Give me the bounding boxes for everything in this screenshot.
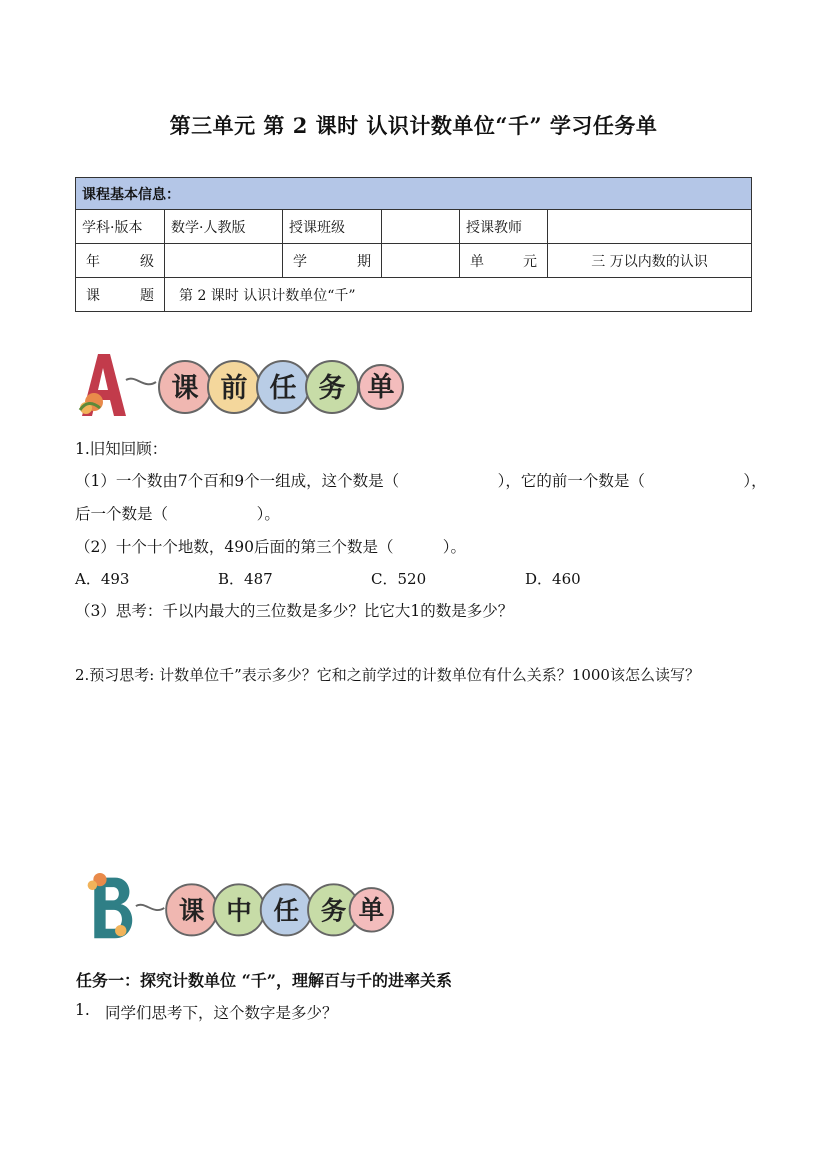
banner-b-char-3: 任 bbox=[273, 896, 300, 927]
question-1-line-1: （1）一个数由7个百和9个一组成，这个数是（ ），它的前一个数是（ ）， bbox=[75, 472, 767, 490]
connector-line bbox=[126, 379, 156, 385]
banner-b-char-4: 务 bbox=[320, 896, 347, 927]
page-title: 第三单元 第 2 课时 认识计数单位“千” 学习任务单 bbox=[169, 113, 658, 138]
banner-a-char-4: 务 bbox=[318, 373, 346, 404]
question-1-line-2: 后一个数是（ ）。 bbox=[75, 505, 280, 523]
pre-class-task-banner bbox=[74, 350, 404, 420]
choice-a[interactable]: A．493 bbox=[75, 570, 130, 588]
unit-value: 三 万以内数的认识 bbox=[548, 244, 752, 278]
in-class-task-banner bbox=[74, 872, 404, 942]
banner-a-char-2: 前 bbox=[220, 373, 248, 404]
choice-d[interactable]: D．460 bbox=[525, 570, 581, 588]
unit-label: 单 元 bbox=[460, 244, 548, 278]
banner-a-char-3: 任 bbox=[269, 373, 297, 404]
banner-b-char-2: 中 bbox=[226, 896, 252, 927]
course-info-header: 课程基本信息： bbox=[76, 178, 752, 210]
banner-b-char-5: 单 bbox=[358, 895, 385, 926]
question-3: （3）思考：千以内最大的三位数是多少？比它大1的数是多少？ bbox=[75, 602, 514, 620]
letter-a-icon bbox=[80, 354, 126, 416]
letter-b-icon bbox=[88, 873, 133, 938]
term-label: 学 期 bbox=[283, 244, 382, 278]
question-2: （2）十个十个地数，490后面的第三个数是（ ）。 bbox=[75, 538, 466, 556]
banner-a-char-1: 课 bbox=[171, 373, 199, 404]
task-1-heading: 任务一：探究计数单位 “千”，理解百与千的进率关系 bbox=[76, 971, 452, 990]
subject-value: 数学·人教版 bbox=[165, 210, 283, 244]
grade-label: 年 级 bbox=[76, 244, 165, 278]
topic-label: 课 题 bbox=[76, 278, 165, 312]
topic-value: 第 2 课时 认识计数单位“千” bbox=[165, 278, 752, 312]
banner-a-char-5: 单 bbox=[367, 372, 395, 403]
task-1-item-text: 同学们思考下，这个数字是多少？ bbox=[105, 1004, 338, 1022]
banner-b-char-1: 课 bbox=[178, 896, 205, 927]
teacher-value bbox=[548, 210, 752, 244]
course-info-table bbox=[75, 177, 752, 312]
preview-question: 2.预习思考: 计数单位千”表示多少？它和之前学过的计数单位有什么关系？1000该怎么读写？ bbox=[75, 666, 700, 684]
task-1-item-number: 1. bbox=[75, 1001, 90, 1019]
teacher-label: 授课教师 bbox=[460, 210, 548, 244]
grade-value bbox=[165, 244, 283, 278]
subject-label: 学科·版本 bbox=[76, 210, 165, 244]
class-label: 授课班级 bbox=[283, 210, 382, 244]
class-value bbox=[382, 210, 460, 244]
choice-c[interactable]: C．520 bbox=[371, 570, 427, 588]
choice-b[interactable]: B．487 bbox=[218, 570, 273, 588]
connector-line bbox=[136, 905, 164, 910]
term-value bbox=[382, 244, 460, 278]
review-heading: 1.旧知回顾： bbox=[75, 440, 168, 458]
